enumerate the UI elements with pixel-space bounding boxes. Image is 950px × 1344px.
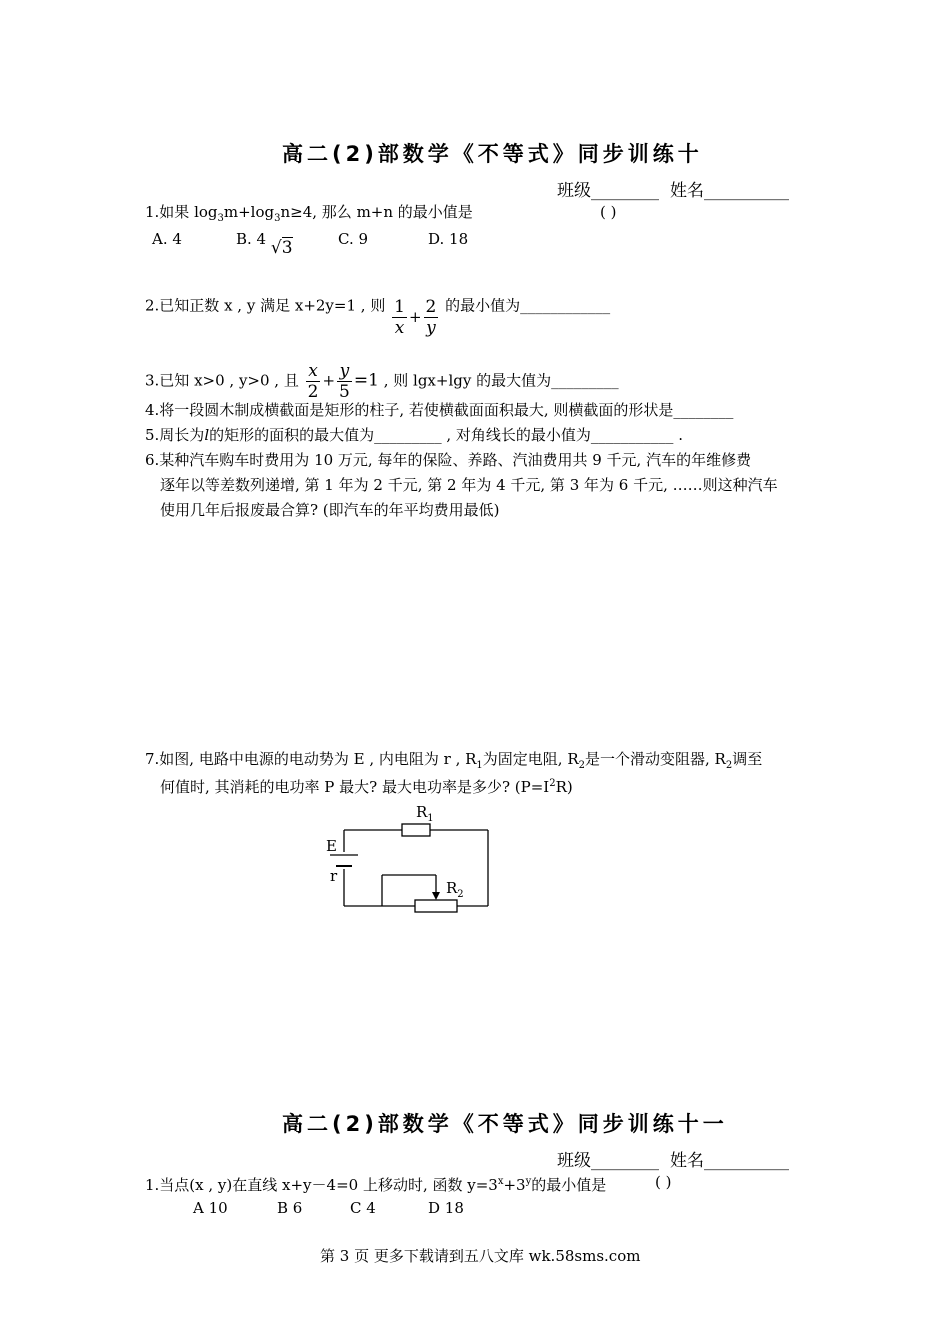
slider-arrow-icon xyxy=(432,892,440,900)
q6-line-1: 6.某种汽车购车时费用为 10 万元, 每年的保险、养路、汽油费用共 9 千元, 汽车的年维修费 xyxy=(145,451,752,469)
q1-option-a: A. 4 xyxy=(152,230,182,248)
q3-fraction-1: $\frac{x}{2}$ xyxy=(307,361,319,402)
circuit-diagram xyxy=(320,800,500,915)
q1-option-d: D. 18 xyxy=(428,230,469,248)
s11-q1-option-b: B 6 xyxy=(277,1199,303,1217)
q6-line-3: 使用几年后报废最合算? (即汽车的年平均费用最低) xyxy=(160,501,500,519)
q1-text: 1.如果 $\log_3m+\log_3n\ge 4$, 那么 m+n 的最小值是 xyxy=(145,203,473,224)
sheet10-class-field: 班级________ xyxy=(557,181,659,201)
emf-label: E xyxy=(326,837,337,855)
q6-line-2: 逐年以等差数列递增, 第 1 年为 2 千元, 第 2 年为 4 千元, 第 3 年为 6 千元, ……则这种汽车 xyxy=(160,476,778,494)
r1-label: $R_1$ xyxy=(416,803,434,824)
q2-fraction-1: $\frac{1}{x}$ xyxy=(394,297,405,338)
q4-text: 4.将一段圆木制成横截面是矩形的柱子, 若使横截面面积最大, 则横截面的形状是________ xyxy=(145,401,734,419)
q3-text: 3.已知 x>0 , y>0 , 且 $\frac{x}{2}$ + $\frac{y}{5}$ =1 , 则 lgx+lgy 的最大值为_________ xyxy=(145,361,619,402)
internal-resistance-label: r xyxy=(330,867,338,885)
s11-q1-option-c: C 4 xyxy=(350,1199,376,1217)
q2-fraction-2: $\frac{2}{y}$ xyxy=(425,297,437,338)
q1-option-b: B. 4 √3 xyxy=(236,230,293,258)
r2-label: $R_2$ xyxy=(446,879,464,900)
q3-fraction-2: $\frac{y}{5}$ xyxy=(339,361,350,402)
s11-q1-text: 1.当点(x , y)在直线 x+y－4=0 上移动时, 函数 $y=3^x+3^y$的最小值是 xyxy=(145,1176,607,1194)
s11-q1-option-d: D 18 xyxy=(428,1199,464,1217)
sheet11-class-field: 班级________ xyxy=(557,1151,659,1171)
sheet11-title: 高二(2)部数学《不等式》同步训练十一 xyxy=(282,1112,728,1136)
sheet11-name-field: 姓名__________ xyxy=(670,1151,789,1171)
s11-q1-answer-bracket: ( ) xyxy=(655,1173,672,1191)
sheet10-title: 高二(2)部数学《不等式》同步训练十 xyxy=(282,142,703,166)
q5-text: 5.周长为l的矩形的面积的最大值为_________ , 对角线长的最小值为___________ . xyxy=(145,426,683,444)
q7-line-1: 7.如图, 电路中电源的电动势为 E , 内电阻为 r , $R_1$为固定电阻, $R_2$是一个滑动变阻器, $R_2$调至 xyxy=(145,750,763,771)
page-footer: 第 3 页 更多下载请到五八文库 wk.58sms.com xyxy=(320,1247,641,1265)
q1-answer-bracket: ( ) xyxy=(600,203,617,221)
q7-line-2: 何值时, 其消耗的电功率 P 最大? 最大电功率是多少? $(P=I^2R)$ xyxy=(160,778,573,796)
q2-text: 2.已知正数 x , y 满足 x+2y=1 , 则 $\frac{1}{x}$ + $\frac{2}{y}$ 的最小值为____________ xyxy=(145,296,611,338)
sqrt-symbol: √3 xyxy=(270,238,293,258)
s11-q1-option-a: A 10 xyxy=(193,1199,228,1217)
q1-option-c: C. 9 xyxy=(338,230,369,248)
sheet10-name-field: 姓名__________ xyxy=(670,181,789,201)
